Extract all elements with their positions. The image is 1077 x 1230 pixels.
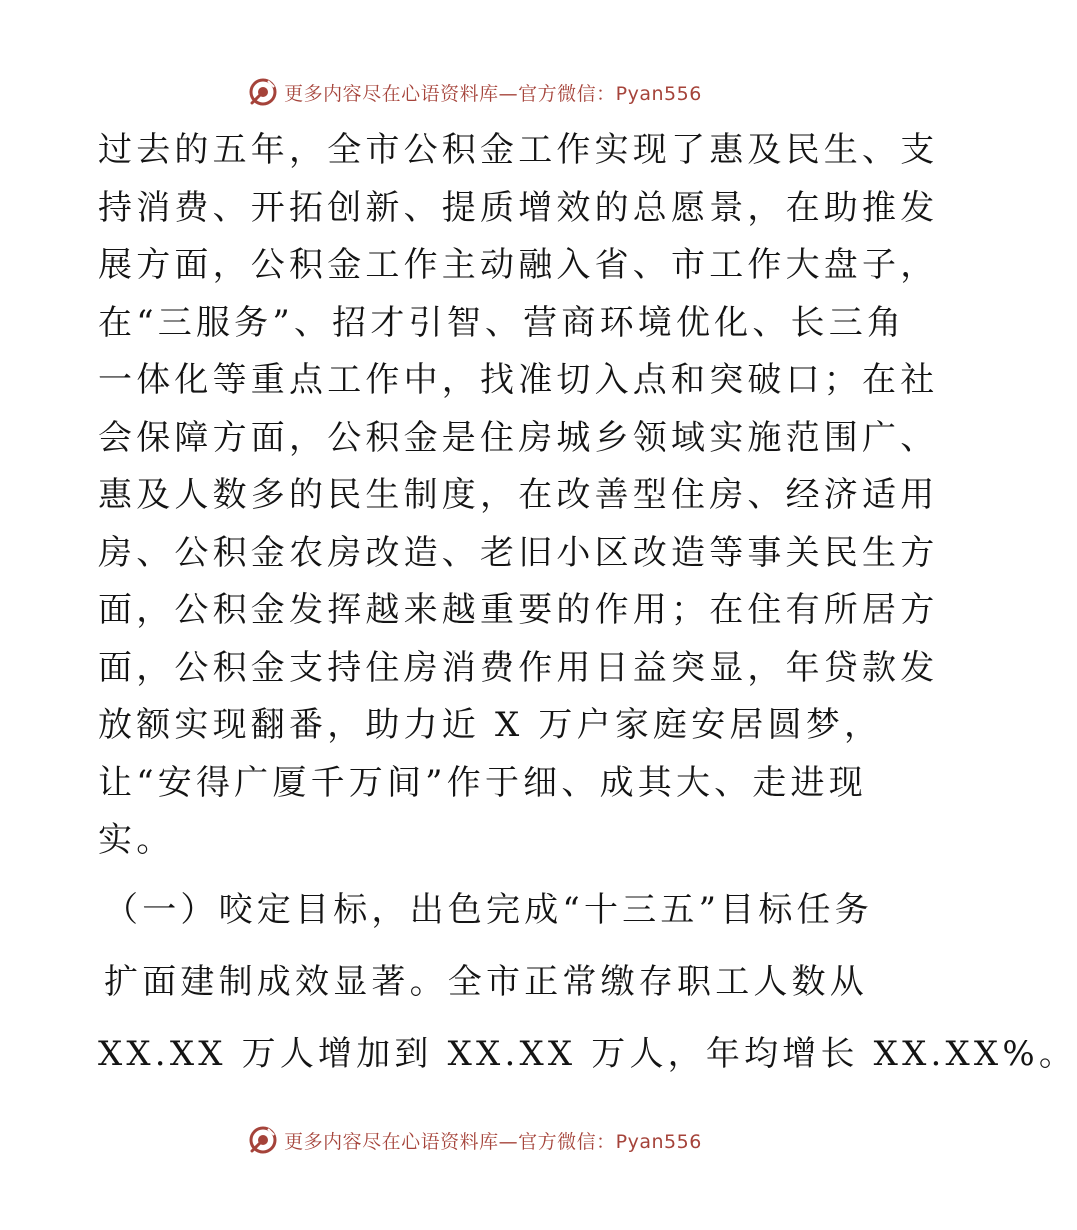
paragraph-line: 惠及人数多的民生制度，在改善型住房、经济适用 bbox=[98, 475, 939, 515]
watermark-text: 更多内容尽在心语资料库—官方微信：Pyan556 bbox=[284, 82, 702, 105]
paragraph-line: 一体化等重点工作中，找准切入点和突破口；在社 bbox=[98, 360, 939, 400]
paragraph-line: 房、公积金农房改造、老旧小区改造等事关民生方 bbox=[98, 532, 939, 573]
paragraph-line: 让“安得广厦千万间”作于细、成其大、走进现 bbox=[98, 762, 867, 803]
section-line: XX.XX 万人增加到 XX.XX 万人，年均增长 XX.XX%。 bbox=[98, 1033, 1077, 1074]
paragraph-line: 实。 bbox=[98, 820, 175, 860]
paragraph-line: 在“三服务”、招才引智、营商环境优化、长三角 bbox=[98, 302, 906, 343]
paragraph-line: 展方面，公积金工作主动融入省、市工作大盘子， bbox=[98, 245, 939, 285]
watermark-header bbox=[0, 72, 950, 112]
paragraph-line: 过去的五年，全市公积金工作实现了惠及民生、支 bbox=[98, 130, 939, 170]
section-line: 扩面建制成效显著。全市正常缴存职工人数从 bbox=[104, 961, 868, 1002]
section-heading: （一）咬定目标，出色完成“十三五”目标任务 bbox=[104, 889, 873, 930]
watermark-text: 更多内容尽在心语资料库—官方微信：Pyan556 bbox=[284, 1130, 702, 1153]
brand-logo-icon bbox=[248, 77, 278, 107]
watermark-footer bbox=[0, 1120, 950, 1160]
document-body bbox=[98, 122, 1077, 1086]
paragraph-line: 面，公积金发挥越来越重要的作用；在住有所居方 bbox=[98, 590, 939, 630]
paragraph-line: 放额实现翻番，助力近 X 万户家庭安居圆梦， bbox=[98, 705, 883, 745]
paragraph-line: 会保障方面，公积金是住房城乡领域实施范围广、 bbox=[98, 417, 939, 458]
paragraph-line: 持消费、开拓创新、提质增效的总愿景，在助推发 bbox=[98, 187, 939, 228]
brand-logo-icon bbox=[248, 1125, 278, 1155]
paragraph-line: 面，公积金支持住房消费作用日益突显，年贷款发 bbox=[98, 647, 939, 688]
